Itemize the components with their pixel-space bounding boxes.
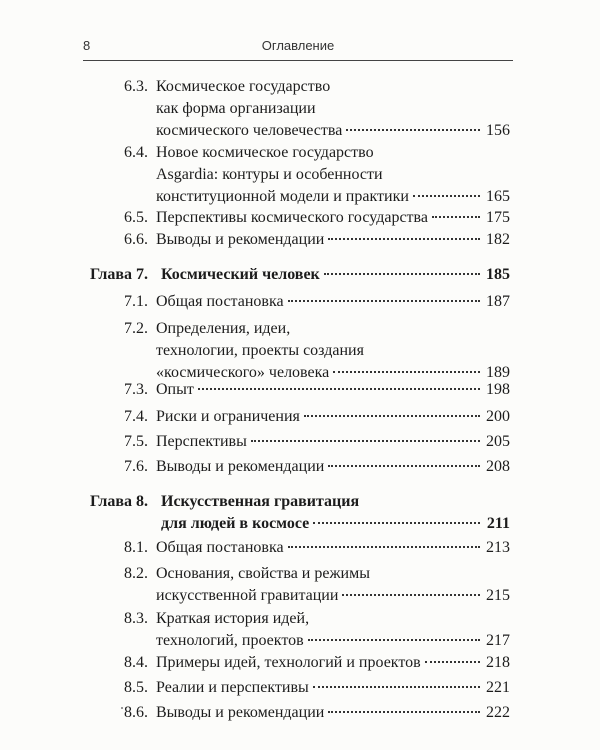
toc-section-entry[interactable]	[124, 608, 510, 652]
entry-title-line: искусственной гравитации	[156, 587, 339, 604]
section-number: 7.5.	[124, 433, 148, 450]
entry-title-line: Перспективы	[156, 433, 247, 450]
page-ref: 213	[486, 539, 510, 556]
toc-section-entry[interactable]	[124, 537, 510, 559]
entry-title-line: Выводы и рекомендации	[156, 704, 325, 721]
entry-title-line: «космического» человека	[156, 364, 330, 381]
dot-leader	[198, 387, 480, 390]
entry-last-line	[156, 229, 510, 251]
entry-title-line: для людей в космосе	[161, 515, 310, 532]
section-number: 6.5.	[124, 209, 148, 226]
chapter-title-block	[161, 491, 510, 535]
page-ref: 208	[486, 458, 510, 475]
section-number: 8.2.	[124, 565, 148, 582]
section-number: 8.5.	[124, 679, 148, 696]
entry-title-line: конституционной модели и практики	[156, 188, 409, 205]
entry-title-line: Примеры идей, технологий и проектов	[156, 654, 421, 671]
section-number: 7.1.	[124, 293, 148, 310]
entry-title-line: космического человечества	[156, 122, 343, 139]
toc-section-entry[interactable]	[124, 652, 510, 674]
page-ref: 165	[486, 188, 510, 205]
section-number: 6.6.	[124, 231, 148, 248]
dot-leader	[308, 638, 480, 641]
section-number: 7.4.	[124, 408, 148, 425]
entry-last-line	[156, 537, 510, 559]
toc-section-entry[interactable]	[124, 563, 510, 607]
section-number: 7.6.	[124, 458, 148, 475]
page-ref: 185	[486, 266, 510, 283]
section-number: 7.3.	[124, 381, 148, 398]
toc-section-entry[interactable]	[124, 291, 510, 313]
entry-title-line: как форма организации	[156, 100, 316, 117]
dot-leader	[313, 685, 480, 688]
entry-title-line: Выводы и рекомендации	[156, 231, 325, 248]
dot-leader	[251, 439, 480, 442]
page-ref: 218	[486, 654, 510, 671]
dot-leader	[324, 272, 480, 275]
page-ref: 156	[486, 122, 510, 139]
section-number: 6.3.	[124, 78, 148, 95]
entry-last-line	[156, 630, 510, 652]
page-ref: 198	[486, 381, 510, 398]
entry-title-line: Выводы и рекомендации	[156, 458, 325, 475]
toc-section-entry[interactable]	[124, 456, 510, 478]
entry-last-line	[156, 186, 510, 208]
entry-title-line: Краткая история идей,	[156, 610, 310, 627]
toc-section-entry[interactable]	[124, 379, 510, 401]
page-ref: 217	[486, 632, 510, 649]
entry-last-line	[156, 406, 510, 428]
chapter-label: Глава 8.	[90, 493, 148, 510]
entry-last-line	[156, 585, 510, 607]
page-number: 8	[83, 38, 91, 53]
page-ref: 189	[486, 364, 510, 381]
entry-last-line	[156, 120, 510, 142]
dot-leader	[328, 464, 480, 467]
entry-title-line: Определения, идеи,	[156, 320, 291, 337]
entry-last-line	[156, 677, 510, 699]
page-ref: 182	[486, 231, 510, 248]
toc-section-entry[interactable]	[124, 207, 510, 229]
dot-leader	[288, 545, 480, 548]
section-number: 6.4.	[124, 144, 148, 161]
dot-leader	[304, 414, 480, 417]
section-number: 8.4.	[124, 654, 148, 671]
dot-leader	[328, 710, 480, 713]
entry-title-line: Космическое государство	[156, 78, 331, 95]
entry-title-line: Искусственная гравитация	[161, 493, 360, 510]
entry-title-line: Риски и ограничения	[156, 408, 300, 425]
entry-last-line	[156, 207, 510, 229]
section-number: 8.6.	[124, 704, 148, 721]
page-ref: 175	[486, 209, 510, 226]
entry-last-line	[156, 456, 510, 478]
dot-leader	[333, 370, 480, 373]
chapter-title-block	[161, 264, 510, 286]
dot-leader	[425, 660, 480, 663]
entry-title-line: Общая постановка	[156, 293, 284, 310]
toc-section-entry[interactable]	[124, 702, 510, 724]
running-title: Оглавление	[261, 38, 335, 53]
entry-title-line: Реалии и перспективы	[156, 679, 309, 696]
page-ref: 222	[486, 704, 510, 721]
toc-section-entry[interactable]	[124, 318, 510, 384]
entry-title-line: Новое космическое государство	[156, 144, 374, 161]
entry-last-line	[156, 652, 510, 674]
dot-leader	[313, 521, 480, 524]
dot-leader	[432, 215, 480, 218]
toc-section-entry[interactable]	[124, 142, 510, 208]
page-ref: 200	[486, 408, 510, 425]
section-number: 8.3.	[124, 610, 148, 627]
section-number: 8.1.	[124, 539, 148, 556]
page-ref: 187	[486, 293, 510, 310]
page-ref: 221	[486, 679, 510, 696]
dot-leader	[288, 299, 480, 302]
entry-title-line: Общая постановка	[156, 539, 284, 556]
page-ref: 211	[486, 515, 510, 532]
chapter-label: Глава 7.	[90, 266, 148, 283]
entry-title-line: технологий, проектов	[156, 632, 304, 649]
entry-last-line	[161, 513, 510, 535]
print-speck	[121, 707, 123, 709]
page-ref: 215	[486, 587, 510, 604]
entry-last-line	[156, 431, 510, 453]
entry-title-line: Основания, свойства и режимы	[156, 565, 370, 582]
entry-last-line	[161, 264, 510, 286]
entry-title-line: Перспективы космического государства	[156, 209, 428, 226]
dot-leader	[413, 194, 480, 197]
toc-section-entry[interactable]	[124, 229, 510, 251]
entry-last-line	[156, 379, 510, 401]
dot-leader	[346, 128, 480, 131]
dot-leader	[342, 593, 480, 596]
section-number: 7.2.	[124, 320, 148, 337]
toc-section-entry[interactable]	[124, 406, 510, 428]
entry-last-line	[156, 702, 510, 724]
entry-title-line: Опыт	[156, 381, 194, 398]
toc-section-entry[interactable]	[124, 76, 510, 142]
toc-section-entry[interactable]	[124, 677, 510, 699]
dot-leader	[328, 237, 480, 240]
entry-last-line	[156, 291, 510, 313]
entry-title-line: технологии, проекты создания	[156, 342, 364, 359]
entry-title-line: Asgardia: контуры и особенности	[156, 166, 383, 183]
toc-section-entry[interactable]	[124, 431, 510, 453]
page-ref: 205	[486, 433, 510, 450]
entry-title-line: Космический человек	[161, 266, 320, 283]
